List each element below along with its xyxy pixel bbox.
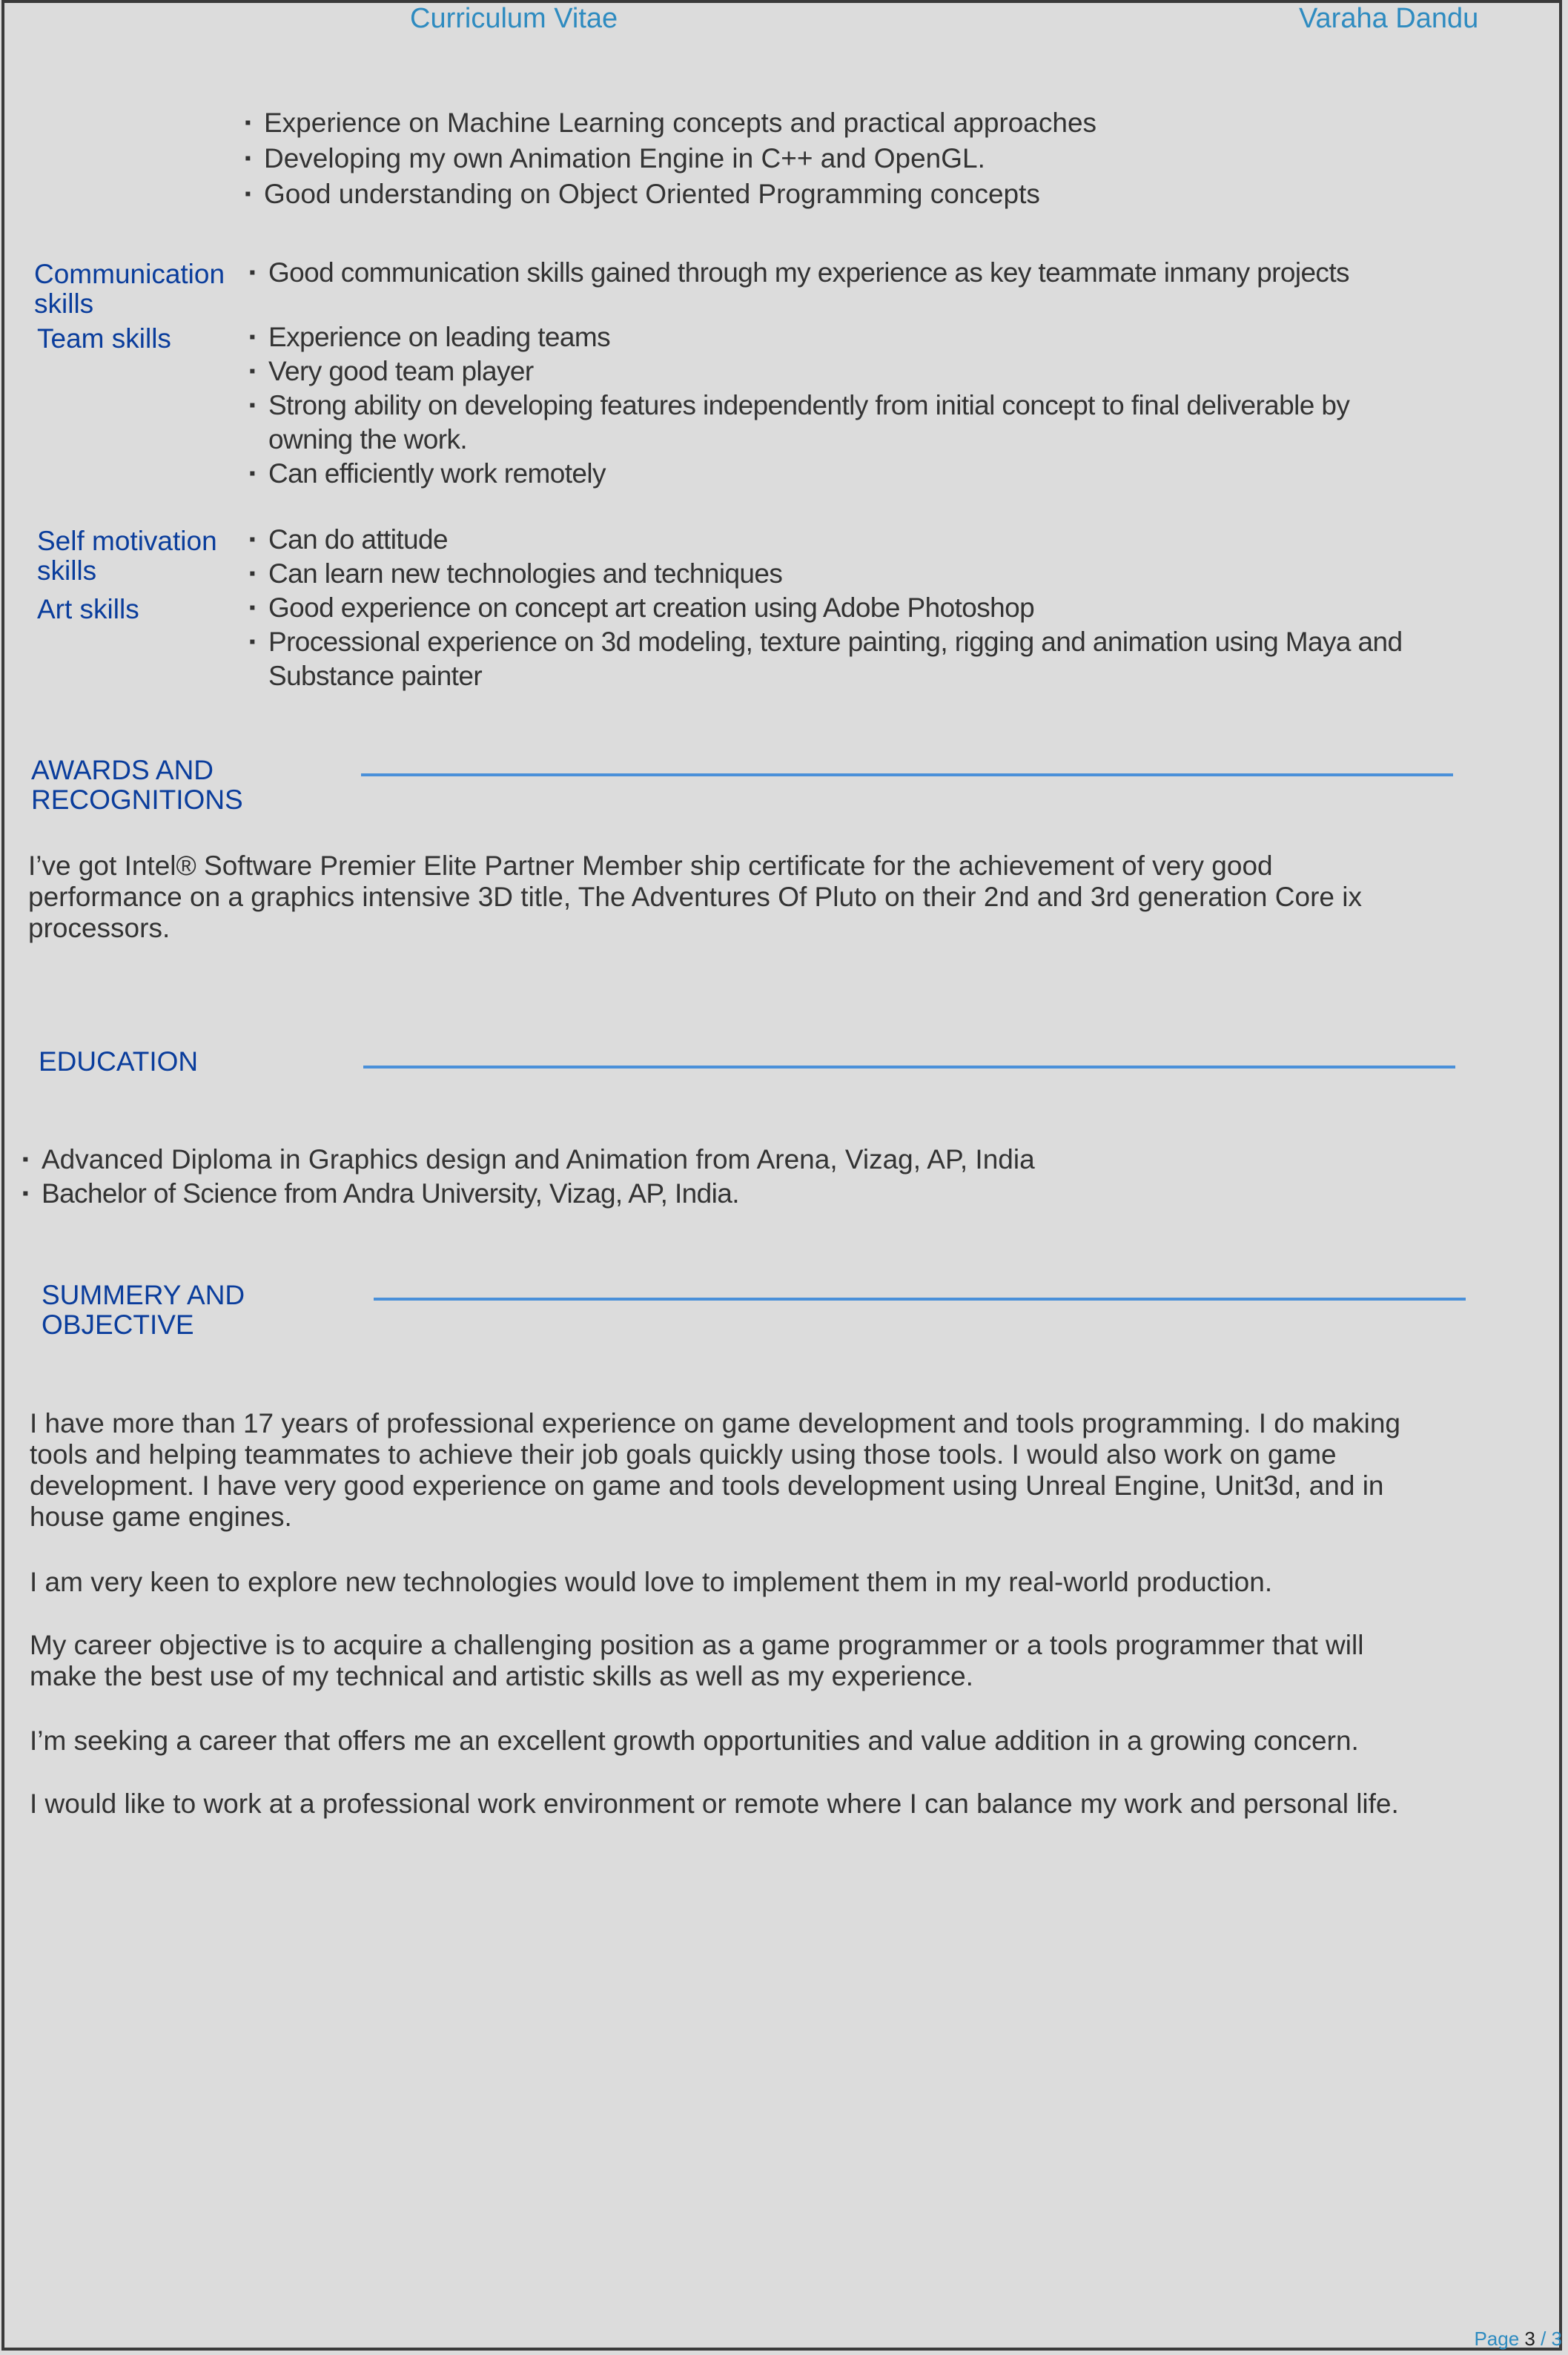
list-item: ▪ Processional experience on 3d modeling, texture painting, rigging and animation using Maya and Substance painter [249,627,1403,691]
list-item: ▪ Can learn new technologies and techniques [249,558,783,589]
list-item: ▪ Bachelor of Science from Andra University, Vizag, AP, India. [22,1178,739,1209]
team-skills-label: Team skills [37,323,171,354]
summary-paragraph: I have more than 17 years of professional experience on game development and tools programming. I do making tools and helping teammates to achieve their job goals quickly using those tools. I would also work on game development. I have very good experience on game and tools development using Unreal Engine, Unit3d, and in house game engines. [30,1408,1401,1532]
art-skills-label: Art skills [37,594,139,624]
awards-text: I’ve got Intel® Software Premier Elite Partner Member ship certificate for the achievement of very good performance on a graphics intensive 3D title, The Adventures Of Pluto on their 2nd and 3rd generation Core ix processors. [28,850,1362,943]
author-name: Varaha Dandu [1299,3,1479,34]
awards-heading: AWARDS AND RECOGNITIONS [31,755,243,815]
page-number: Page 3 / 3 [1474,2328,1562,2350]
education-heading: EDUCATION [39,1046,199,1077]
summary-heading: SUMMERY AND OBJECTIVE [42,1280,245,1340]
list-item: ▪ Very good team player [249,356,534,386]
self-motivation-art-list [249,523,1435,693]
list-item: ▪ Can do attitude [249,524,448,555]
list-item: ▪ Good communication skills gained through my experience as key teammate inmany projects [249,257,1349,288]
list-item: ▪ Experience on Machine Learning concepts and practical approaches [245,108,1097,138]
summary-rule [374,1298,1466,1301]
list-item: ▪ Good understanding on Object Oriented Programming concepts [245,179,1040,209]
summary-paragraph: I am very keen to explore new technologies would love to implement them in my real-world production. [30,1567,1273,1597]
list-item: ▪ Can efficiently work remotely [249,458,606,489]
communication-skills-label: Communication skills [34,259,225,319]
list-item: ▪ Developing my own Animation Engine in C++ and OpenGL. [245,143,985,174]
summary-paragraph: I would like to work at a professional work environment or remote where I can balance my work and personal life. [30,1788,1399,1819]
communication-skills-list [249,256,1349,290]
team-skills-list [249,320,1435,491]
awards-rule [361,773,1453,776]
list-item: ▪ Good experience on concept art creation using Adobe Photoshop [249,592,1035,623]
education-rule [363,1066,1455,1068]
list-item: ▪ Experience on leading teams [249,322,610,352]
list-item: ▪ Advanced Diploma in Graphics design and Animation from Arena, Vizag, AP, India [22,1144,1035,1175]
self-motivation-skills-label: Self motivation skills [37,526,217,586]
summary-paragraph: My career objective is to acquire a challenging position as a game programmer or a tools programmer that will make the best use of my technical and artistic skills as well as my experience. [30,1630,1364,1691]
summary-paragraph: I’m seeking a career that offers me an excellent growth opportunities and value addition in a growing concern. [30,1725,1359,1756]
list-item: ▪ Strong ability on developing features independently from initial concept to final deliverable by owning the work. [249,390,1350,455]
intro-list [245,106,1096,211]
education-list [22,1143,1035,1211]
doc-title: Curriculum Vitae [410,3,618,34]
